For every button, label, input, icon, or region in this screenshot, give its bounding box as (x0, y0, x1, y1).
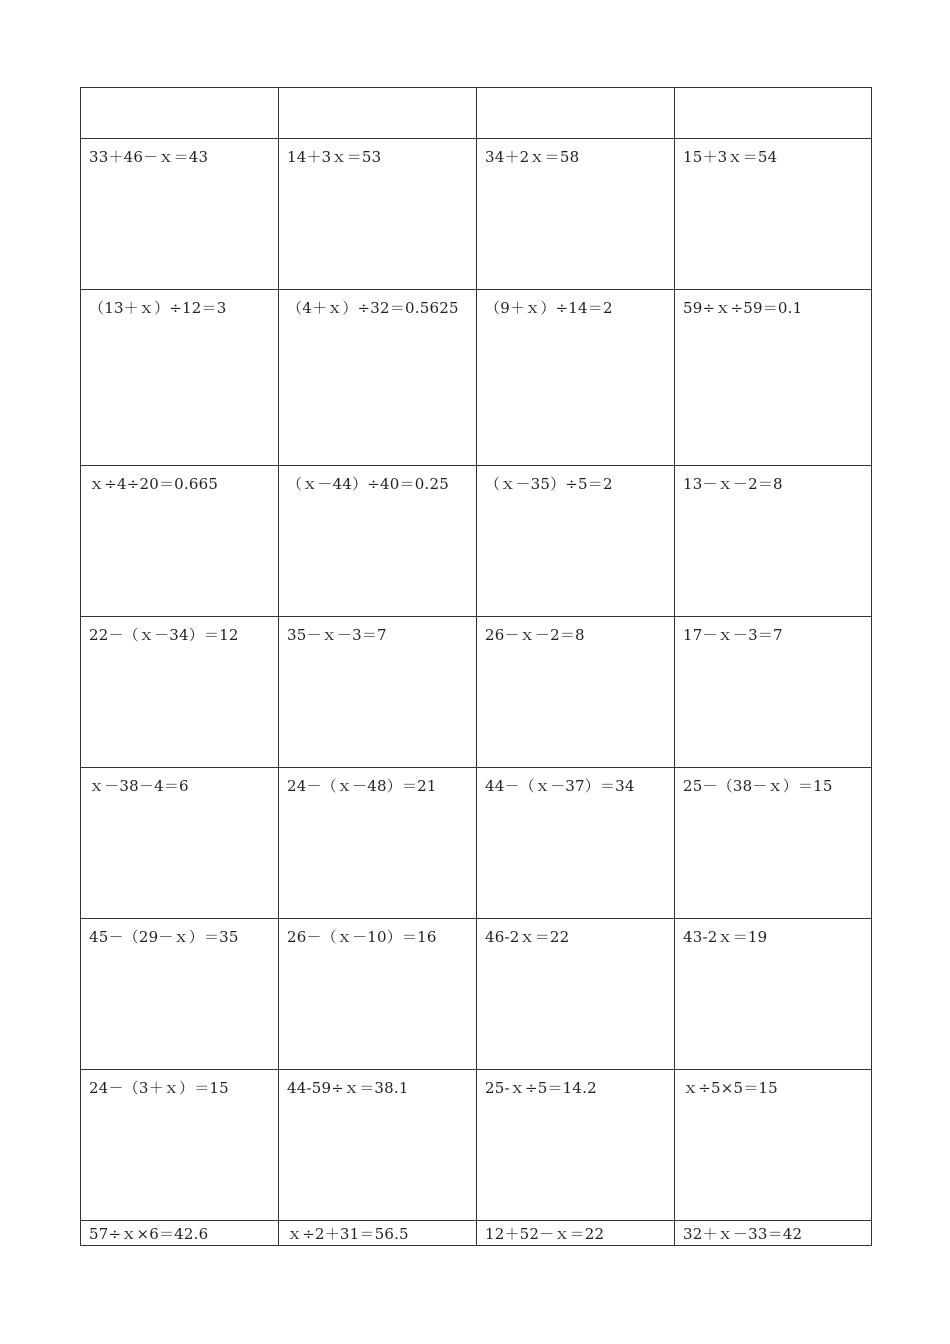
empty-cell (675, 88, 872, 139)
equation-cell: ｘ÷4÷20＝0.665 (81, 466, 279, 617)
empty-cell (81, 88, 279, 139)
table-row (81, 617, 872, 768)
equation-worksheet-table (80, 87, 872, 1246)
table-row-header (81, 88, 872, 139)
equation-cell: 44－（ｘ－37）＝34 (477, 768, 675, 919)
table-row (81, 919, 872, 1070)
equation-cell: （ｘ－35）÷5＝2 (477, 466, 675, 617)
equation-cell: 35－ｘ－3＝7 (279, 617, 477, 768)
equation-cell: （ｘ－44）÷40＝0.25 (279, 466, 477, 617)
equation-cell: ｘ－38－4＝6 (81, 768, 279, 919)
equation-cell: ｘ÷2＋31＝56.5 (279, 1221, 477, 1246)
empty-cell (477, 88, 675, 139)
equation-cell: 59÷ｘ÷59＝0.1 (675, 290, 872, 466)
equation-cell: 57÷ｘ×6＝42.6 (81, 1221, 279, 1246)
empty-cell (279, 88, 477, 139)
equation-cell: 46-2ｘ＝22 (477, 919, 675, 1070)
equation-cell: （4＋ｘ）÷32＝0.5625 (279, 290, 477, 466)
table-row (81, 1221, 872, 1246)
table-row (81, 1070, 872, 1221)
equation-cell: 14＋3ｘ＝53 (279, 139, 477, 290)
equation-cell: 26－（ｘ－10）＝16 (279, 919, 477, 1070)
equation-cell: （13＋ｘ）÷12＝3 (81, 290, 279, 466)
table-row (81, 466, 872, 617)
equation-cell: 43-2ｘ＝19 (675, 919, 872, 1070)
equation-cell: 22－（ｘ－34）＝12 (81, 617, 279, 768)
equation-cell: 25－（38－ｘ）＝15 (675, 768, 872, 919)
table-row (81, 290, 872, 466)
equation-cell: 12＋52－ｘ＝22 (477, 1221, 675, 1246)
equation-cell: 24－（ｘ－48）＝21 (279, 768, 477, 919)
equation-cell: 26－ｘ－2＝8 (477, 617, 675, 768)
equation-cell: ｘ÷5×5＝15 (675, 1070, 872, 1221)
equation-cell: 17－ｘ－3＝7 (675, 617, 872, 768)
equation-cell: 13－ｘ－2＝8 (675, 466, 872, 617)
equation-cell: （9＋ｘ）÷14＝2 (477, 290, 675, 466)
table-row (81, 139, 872, 290)
equation-cell: 34＋2ｘ＝58 (477, 139, 675, 290)
table-row (81, 768, 872, 919)
equation-cell: 32＋ｘ－33＝42 (675, 1221, 872, 1246)
equation-cell: 15＋3ｘ＝54 (675, 139, 872, 290)
equation-cell: 33＋46－ｘ＝43 (81, 139, 279, 290)
equation-cell: 44-59÷ｘ＝38.1 (279, 1070, 477, 1221)
equation-cell: 24－（3＋ｘ）＝15 (81, 1070, 279, 1221)
equation-cell: 45－（29－ｘ）＝35 (81, 919, 279, 1070)
equation-cell: 25-ｘ÷5＝14.2 (477, 1070, 675, 1221)
